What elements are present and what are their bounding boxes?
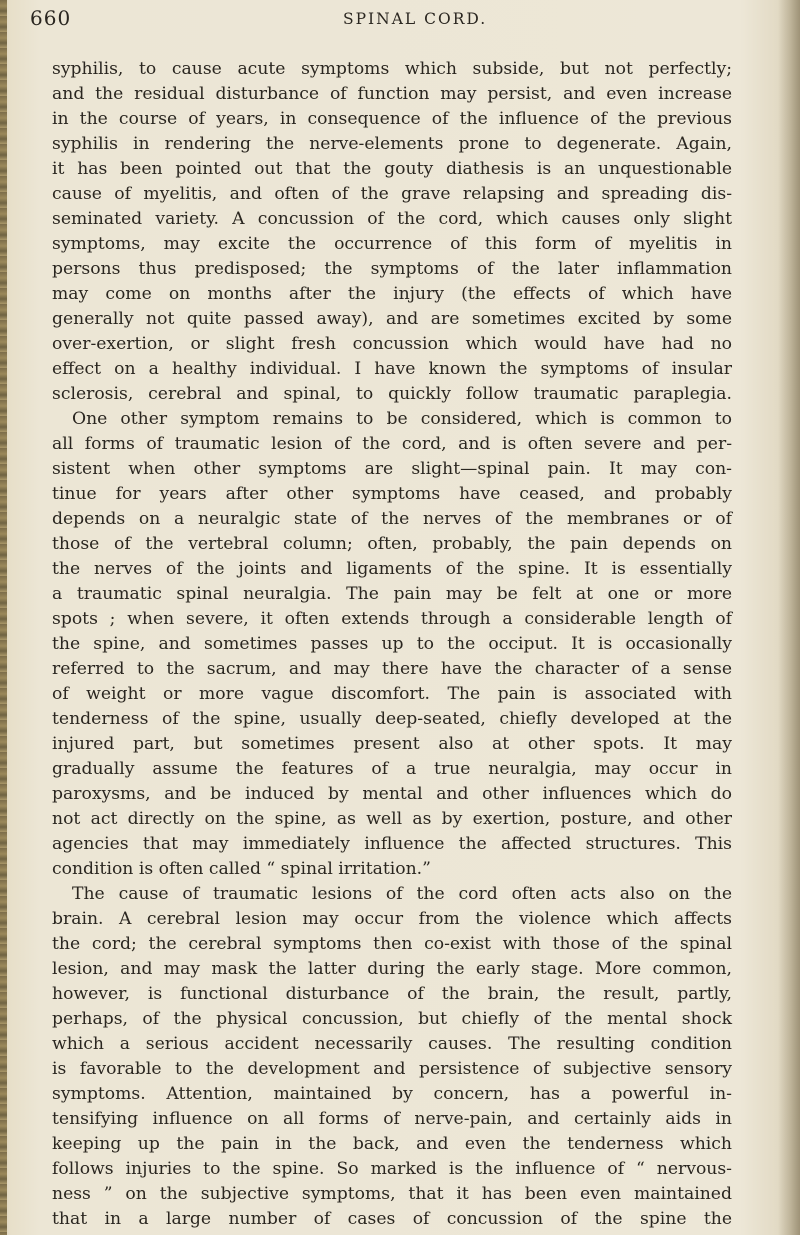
text-line: brain. A cerebral lesion may occur from the violence which affects: [52, 909, 732, 929]
text-line: symptoms, may excite the occurrence of this form of myelitis in: [52, 234, 732, 254]
text-line: tensifying influence on all forms of nerve-pain, and certainly aids in: [52, 1109, 732, 1129]
text-line: condition is often called “ spinal irritation.”: [52, 859, 431, 879]
text-line: gradually assume the features of a true neuralgia, may occur in: [52, 759, 732, 779]
text-line: persons thus predisposed; the symptoms of the later inflammation: [52, 259, 732, 279]
text-line: those of the vertebral column; often, probably, the pain depends on: [52, 534, 732, 554]
text-line: One other symptom remains to be considered, which is common to: [72, 409, 732, 429]
text-line: the spine, and sometimes passes up to the occiput. It is occasionally: [52, 634, 732, 654]
text-line: tenderness of the spine, usually deep-seated, chiefly developed at the: [52, 709, 732, 729]
text-line: it has been pointed out that the gouty diathesis is an unquestionable: [52, 159, 732, 179]
text-line: sistent when other symptoms are slight—spinal pain. It may con-: [52, 459, 732, 479]
text-line: sclerosis, cerebral and spinal, to quickly follow traumatic paraplegia.: [52, 384, 732, 404]
text-line: however, is functional disturbance of the brain, the result, partly,: [52, 984, 732, 1004]
text-line: cause of myelitis, and often of the grave relapsing and spreading dis-: [52, 184, 732, 204]
text-line: that in a large number of cases of concussion of the spine the: [52, 1209, 732, 1229]
text-line: tinue for years after other symptoms have ceased, and probably: [52, 484, 732, 504]
text-line: all forms of traumatic lesion of the cord, and is often severe and per-: [52, 434, 732, 454]
text-line: syphilis in rendering the nerve-elements prone to degenerate. Again,: [52, 134, 732, 154]
text-line: effect on a healthy individual. I have known the symptoms of insular: [52, 359, 732, 379]
body-text: [52, 57, 732, 1232]
text-line: perhaps, of the physical concussion, but chiefly of the mental shock: [52, 1009, 732, 1029]
binding-edge: [0, 0, 7, 1235]
text-line: may come on months after the injury (the effects of which have: [52, 284, 732, 304]
text-line: is favorable to the development and persistence of subjective sensory: [52, 1059, 732, 1079]
text-line: referred to the sacrum, and may there have the character of a sense: [52, 659, 732, 679]
text-line: spots ; when severe, it often extends through a considerable length of: [52, 609, 732, 629]
text-line: paroxysms, and be induced by mental and other influences which do: [52, 784, 732, 804]
text-line: keeping up the pain in the back, and even the tenderness which: [52, 1134, 732, 1154]
text-line: The cause of traumatic lesions of the cord often acts also on the: [72, 884, 732, 904]
text-line: ness ” on the subjective symptoms, that it has been even maintained: [52, 1184, 732, 1204]
text-line: depends on a neuralgic state of the nerves of the membranes or of: [52, 509, 732, 529]
text-line: agencies that may immediately influence the affected structures. This: [52, 834, 732, 854]
text-line: seminated variety. A concussion of the cord, which causes only slight: [52, 209, 732, 229]
text-line: follows injuries to the spine. So marked is the influence of “ nervous-: [52, 1159, 732, 1179]
text-line: injured part, but sometimes present also at other spots. It may: [52, 734, 732, 754]
text-line: syphilis, to cause acute symptoms which subside, but not perfectly;: [52, 59, 732, 79]
text-line: which a serious accident necessarily causes. The resulting condition: [52, 1034, 732, 1054]
text-line: a traumatic spinal neuralgia. The pain may be felt at one or more: [52, 584, 732, 604]
text-line: generally not quite passed away), and are sometimes excited by some: [52, 309, 732, 329]
text-line: lesion, and may mask the latter during the early stage. More common,: [52, 959, 732, 979]
text-line: not act directly on the spine, as well as by exertion, posture, and other: [52, 809, 732, 829]
page-edge-shadow: [778, 0, 800, 1235]
text-line: and the residual disturbance of function may persist, and even increase: [52, 84, 732, 104]
text-line: the cord; the cerebral symptoms then co-exist with those of the spinal: [52, 934, 732, 954]
text-line: in the course of years, in consequence of the influence of the previous: [52, 109, 732, 129]
page-number: 660: [30, 6, 72, 30]
text-line: over-exertion, or slight fresh concussion which would have had no: [52, 334, 732, 354]
text-line: the nerves of the joints and ligaments of the spine. It is essentially: [52, 559, 732, 579]
running-head: SPINAL CORD.: [343, 10, 488, 28]
text-line: of weight or more vague discomfort. The pain is associated with: [52, 684, 732, 704]
text-line: symptoms. Attention, maintained by concern, has a powerful in-: [52, 1084, 732, 1104]
